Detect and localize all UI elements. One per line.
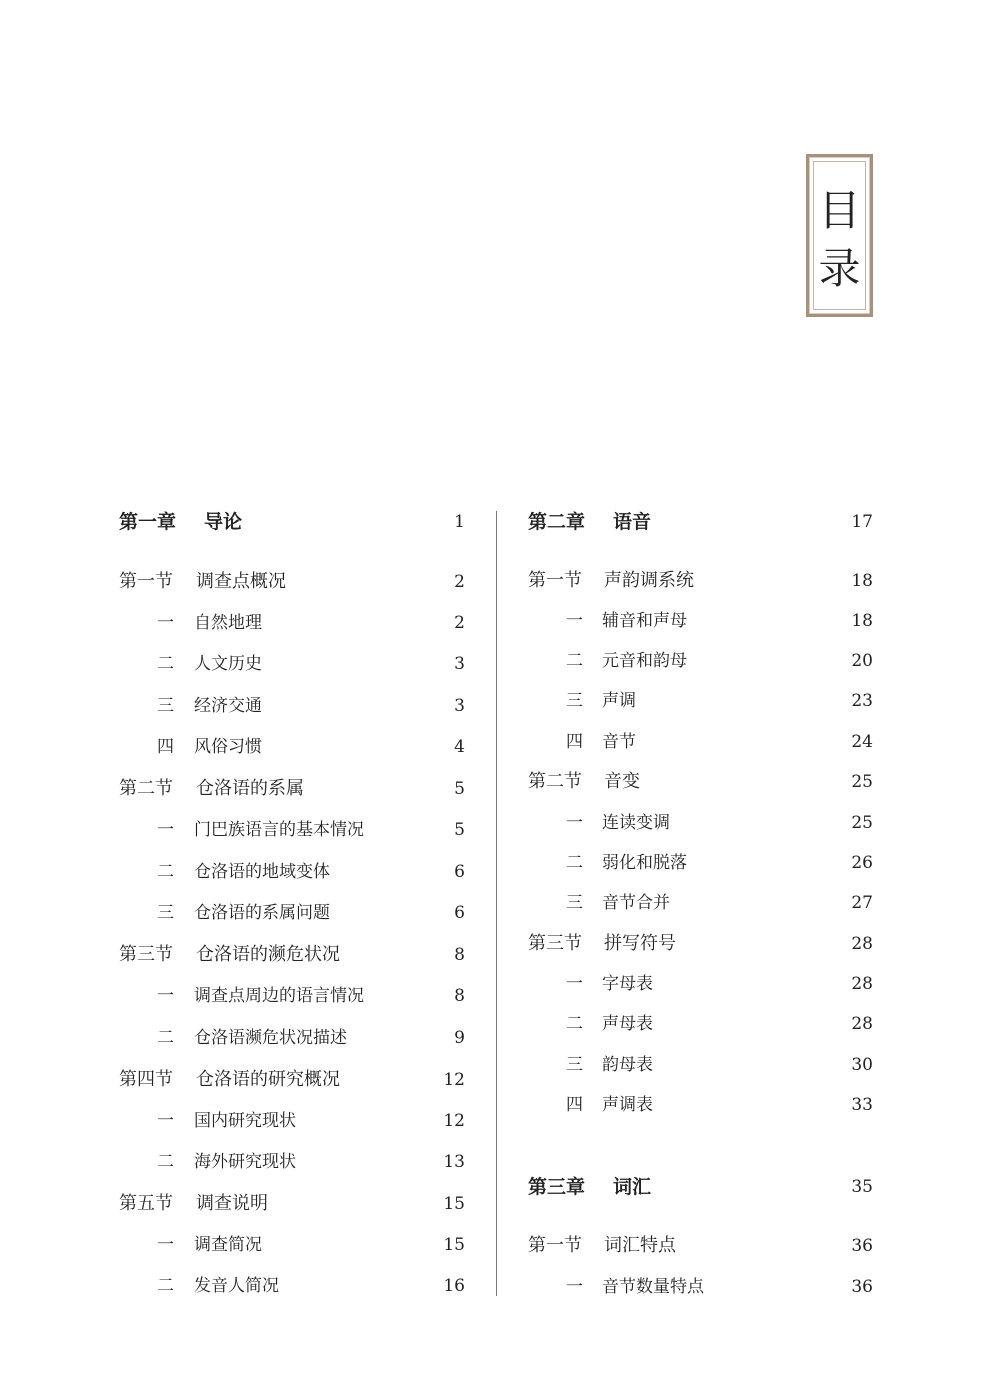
toc-entry-title: 声韵调系统 [604,570,694,591]
toc-heading-char-2: 录 [818,244,861,293]
toc-entry-section [0,566,1000,596]
toc-entry-page-number: 24 [851,732,873,752]
toc-entry-title: 调查说明 [196,1193,268,1214]
toc-entry-label: 第三节 [528,933,582,954]
toc-entry-label: 第一章 [119,511,177,533]
toc-entry-section [0,929,1000,959]
toc-entry-label: 一 [157,986,174,1006]
toc-entry-item [0,1272,1000,1302]
toc-entry-title: 导论 [204,511,243,533]
toc-entry-title: 自然地理 [194,613,262,633]
toc-entry-title: 调查点概况 [196,571,286,592]
toc-entry-page-number: 8 [454,986,465,1006]
toc-entry-label: 一 [566,611,583,631]
toc-entry-item [0,686,1000,716]
toc-entry-title: 连读变调 [602,813,670,833]
toc-heading-char-1: 目 [818,186,861,235]
toc-entry-item [0,1050,1000,1080]
toc-entry-label: 第三章 [528,1176,586,1198]
toc-entry-label: 四 [157,737,174,757]
toc-entry-page-number: 8 [454,945,465,965]
toc-entry-chapter [0,1172,1000,1202]
toc-entry-title: 韵母表 [602,1055,653,1075]
toc-entry-page-number: 3 [454,654,465,674]
toc-entry-label: 二 [566,1014,583,1034]
toc-entry-label: 第一节 [119,571,173,592]
toc-entry-label: 一 [157,820,174,840]
toc-entry-title: 调查点周边的语言情况 [194,986,364,1006]
toc-entry-label: 二 [157,862,174,882]
toc-entry-title: 元音和韵母 [602,651,687,671]
toc-entry-item [0,848,1000,878]
toc-entry-chapter [0,507,1000,537]
toc-entry-title: 发音人简况 [194,1276,279,1296]
toc-entry-label: 二 [566,651,583,671]
toc-entry-label: 第一节 [528,570,582,591]
toc-entry-title: 经济交通 [194,696,262,716]
toc-entry-page-number: 25 [851,813,873,833]
toc-entry-page-number: 6 [454,862,465,882]
toc-entry-section [0,1231,1000,1261]
toc-entry-page-number: 36 [851,1236,873,1256]
toc-entry-page-number: 16 [443,1276,465,1296]
toc-entry-item [0,888,1000,918]
toc-entry-page-number: 28 [851,934,873,954]
toc-entry-title: 语音 [613,511,652,533]
toc-entry-section [0,767,1000,797]
toc-entry-page-number: 15 [443,1194,465,1214]
toc-entry-label: 第三节 [119,944,173,965]
toc-entry-title: 声母表 [602,1014,653,1034]
toc-entry-page-number: 35 [851,1177,873,1197]
toc-entry-title: 门巴族语言的基本情况 [194,820,364,840]
toc-entry-title: 声调表 [602,1095,653,1115]
toc-entry-page-number: 9 [454,1028,465,1048]
toc-entry-page-number: 25 [851,772,873,792]
toc-entry-page-number: 33 [851,1095,873,1115]
toc-entry-page-number: 1 [454,512,465,532]
toc-entry-page-number: 18 [851,571,873,591]
toc-entry-label: 三 [566,893,583,913]
toc-entry-title: 仓洛语的系属 [196,778,304,799]
toc-entry-title: 海外研究现状 [194,1152,296,1172]
toc-entry-page-number: 28 [851,1014,873,1034]
toc-entry-label: 第二章 [528,511,586,533]
toc-entry-page-number: 3 [454,696,465,716]
toc-entry-title: 音节 [602,732,636,752]
toc-entry-page-number: 5 [454,779,465,799]
toc-entry-title: 仓洛语的系属问题 [194,903,330,923]
toc-entry-label: 二 [157,1028,174,1048]
toc-entry-item [0,1090,1000,1120]
toc-entry-title: 仓洛语的研究概况 [196,1069,340,1090]
toc-entry-title: 词汇 [613,1176,652,1198]
toc-entry-title: 风俗习惯 [194,737,262,757]
toc-entry-page-number: 13 [443,1152,465,1172]
toc-entry-label: 第二节 [528,771,582,792]
toc-entry-title: 仓洛语濒危状况描述 [194,1028,347,1048]
toc-entry-label: 二 [566,853,583,873]
toc-entry-title: 国内研究现状 [194,1111,296,1131]
toc-heading-box [806,154,873,317]
toc-entry-item [0,1009,1000,1039]
toc-entry-page-number: 26 [851,853,873,873]
toc-entry-label: 三 [157,696,174,716]
toc-entry-title: 弱化和脱落 [602,853,687,873]
toc-entry-page-number: 15 [443,1235,465,1255]
toc-entry-page-number: 6 [454,903,465,923]
toc-entry-page-number: 4 [454,737,465,757]
toc-entry-label: 第四节 [119,1069,173,1090]
toc-entry-page-number: 12 [443,1070,465,1090]
toc-entry-title: 拼写符号 [604,933,676,954]
toc-entry-label: 一 [157,1235,174,1255]
toc-entry-label: 二 [157,1152,174,1172]
toc-entry-label: 一 [566,1277,583,1297]
toc-entry-item [0,646,1000,676]
toc-entry-page-number: 2 [454,572,465,592]
toc-entry-title: 仓洛语的濒危状况 [196,944,340,965]
toc-entry-page-number: 17 [851,512,873,532]
toc-entry-title: 音节合并 [602,893,670,913]
toc-entry-label: 一 [566,813,583,833]
toc-entry-page-number: 20 [851,651,873,671]
toc-entry-page-number: 12 [443,1111,465,1131]
toc-entry-title: 人文历史 [194,654,262,674]
toc-entry-label: 第五节 [119,1193,173,1214]
toc-entry-label: 一 [157,1111,174,1131]
toc-entry-title: 调查简况 [194,1235,262,1255]
toc-entry-page-number: 18 [851,611,873,631]
toc-entry-label: 第二节 [119,778,173,799]
toc-entry-item [0,606,1000,636]
toc-entry-title: 词汇特点 [604,1235,676,1256]
toc-entry-page-number: 30 [851,1055,873,1075]
toc-entry-label: 第一节 [528,1235,582,1256]
toc-entry-page-number: 36 [851,1277,873,1297]
toc-entry-item [0,808,1000,838]
toc-entry-title: 声调 [602,691,636,711]
toc-entry-label: 二 [157,1276,174,1296]
toc-entry-title: 辅音和声母 [602,611,687,631]
toc-entry-title: 音节数量特点 [602,1277,704,1297]
toc-entry-page-number: 23 [851,691,873,711]
toc-entry-label: 三 [157,903,174,923]
toc-entry-page-number: 28 [851,974,873,994]
toc-entry-label: 四 [566,1095,583,1115]
toc-entry-title: 仓洛语的地域变体 [194,862,330,882]
toc-entry-label: 三 [566,691,583,711]
toc-entry-label: 二 [157,654,174,674]
toc-entry-item [0,727,1000,757]
toc-entry-label: 一 [566,974,583,994]
toc-entry-title: 音变 [604,771,640,792]
toc-entry-label: 三 [566,1055,583,1075]
toc-entry-page-number: 27 [851,893,873,913]
toc-entry-label: 四 [566,732,583,752]
toc-entry-title: 字母表 [602,974,653,994]
toc-entry-label: 一 [157,613,174,633]
toc-entry-item [0,969,1000,999]
toc-entry-page-number: 5 [454,820,465,840]
toc-entry-page-number: 2 [454,613,465,633]
